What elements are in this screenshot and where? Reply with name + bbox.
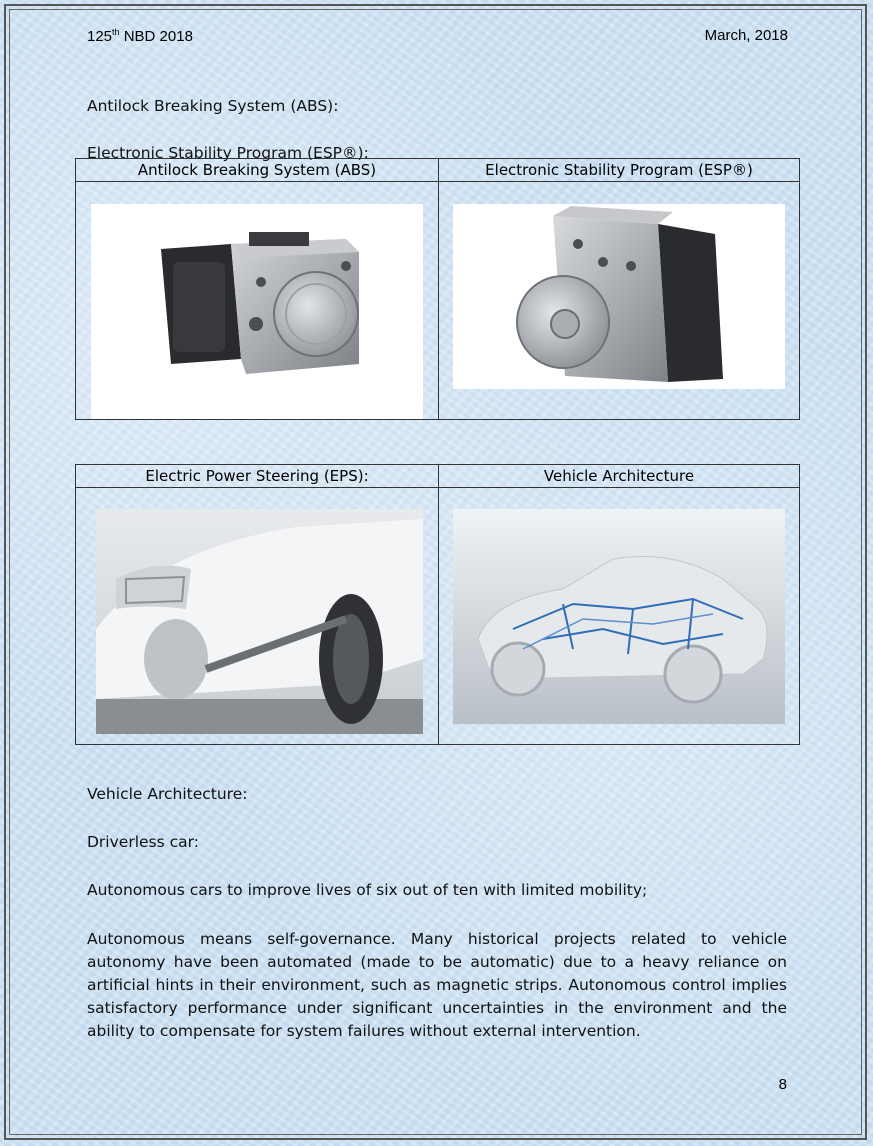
eps-car-image	[96, 509, 423, 734]
esp-unit-image	[453, 204, 785, 389]
driverless-heading: Driverless car:	[87, 833, 199, 851]
page-number: 8	[778, 1076, 787, 1093]
autonomous-intro: Autonomous cars to improve lives of six out of ten with limited mobility;	[87, 881, 648, 899]
header-right: March, 2018	[704, 27, 788, 44]
vehicle-architecture-heading: Vehicle Architecture:	[87, 785, 248, 803]
autonomous-paragraph: Autonomous means self-governance. Many historical projects related to vehicle autonomy have been automated (made to be automatic) due to a heavy reliance on artificial hints in their environment, such as magnetic strips. Autonomous control implies satisfactory performance under significant uncertainties in the environment and the ability to compensate for system failures without external intervention.	[87, 930, 787, 1040]
eps-caption: Electric Power Steering (EPS):	[76, 465, 439, 488]
figure-table-2	[75, 464, 800, 745]
abs-unit-image	[91, 204, 423, 419]
abs-caption: Antilock Breaking System (ABS)	[76, 159, 439, 182]
vehicle-architecture-image	[453, 509, 785, 724]
vehicle-architecture-caption: Vehicle Architecture	[439, 465, 800, 488]
abs-heading: Antilock Breaking System (ABS):	[87, 97, 339, 115]
figure-table-1	[75, 158, 800, 420]
header-left: 125th NBD 2018	[87, 27, 193, 45]
esp-caption: Electronic Stability Program (ESP®)	[439, 159, 800, 182]
esp-heading: Electronic Stability Program (ESP®):	[87, 144, 369, 162]
